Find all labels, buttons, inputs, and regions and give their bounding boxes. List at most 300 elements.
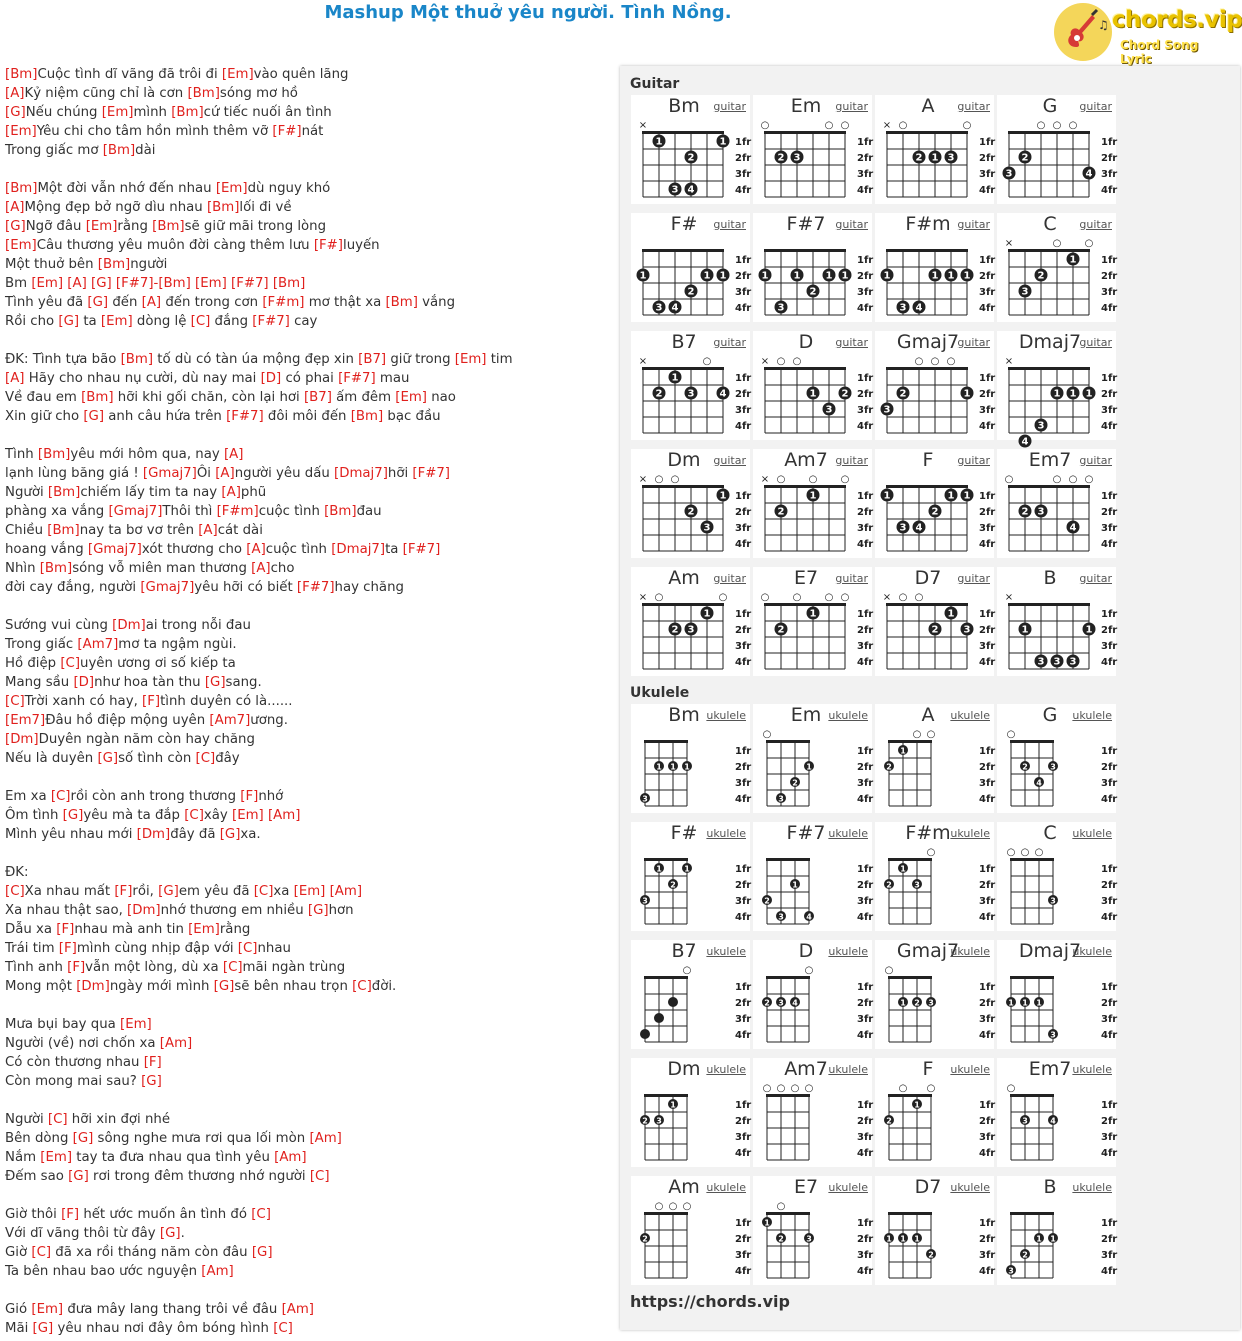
chord-link[interactable]: [F] — [67, 960, 86, 975]
chord-link[interactable]: [F#m] — [262, 295, 305, 310]
chord-link[interactable]: [Bm] — [350, 409, 384, 424]
chord-link[interactable]: [C] — [237, 941, 258, 956]
ukulele-link[interactable]: ukulele — [1072, 827, 1112, 840]
chord-link[interactable]: [B7] — [303, 390, 332, 405]
ukulele-link[interactable]: ukulele — [828, 1181, 868, 1194]
ukulele-link[interactable]: ukulele — [706, 1181, 746, 1194]
lyric-line — [5, 996, 605, 1015]
chord-link[interactable]: [Bm] — [385, 295, 418, 310]
guitar-link[interactable]: guitar — [957, 336, 990, 349]
guitar-link[interactable]: guitar — [713, 572, 746, 585]
ukulele-chord-diagram[interactable] — [753, 704, 872, 813]
chord-link[interactable]: [Em] — [454, 352, 487, 367]
fret-label: 2fr — [1101, 998, 1118, 1009]
lyric-line — [5, 844, 605, 863]
finger-dot — [913, 151, 926, 164]
guitar-chord-diagram[interactable] — [875, 95, 994, 204]
svg-text:1: 1 — [764, 1218, 770, 1228]
lyric-line — [5, 445, 605, 464]
chord-name: Bm — [668, 704, 700, 726]
chord-link[interactable]: [Bm] — [37, 447, 71, 462]
ukulele-chord-diagram[interactable] — [875, 1176, 994, 1285]
chord-link[interactable]: [A] — [141, 295, 162, 310]
chord-link[interactable]: [Bm] — [81, 390, 114, 405]
finger-dot — [804, 911, 814, 922]
muted-string-marker: × — [638, 356, 648, 367]
finger-dot — [1067, 655, 1080, 668]
guitar-link[interactable]: guitar — [957, 454, 990, 467]
chord-link[interactable]: [Gmaj7] — [142, 466, 197, 481]
chord-link[interactable]: [Em] — [395, 390, 427, 405]
lyric-text: Nếu chúng — [25, 105, 102, 120]
ukulele-link[interactable]: ukulele — [950, 945, 990, 958]
finger-dot — [654, 863, 664, 874]
ukulele-link[interactable]: ukulele — [1072, 945, 1112, 958]
ukulele-link[interactable]: ukulele — [950, 709, 990, 722]
fret-label: 2fr — [857, 389, 874, 400]
guitar-chord-diagram[interactable] — [753, 331, 872, 440]
chord-link[interactable]: [F#7] — [296, 580, 335, 595]
chord-link[interactable]: [G] — [251, 1245, 273, 1260]
chord-link[interactable]: [G] — [97, 751, 119, 766]
chord-name: F# — [670, 213, 698, 235]
chord-link[interactable]: [F] — [61, 1207, 80, 1222]
chord-link[interactable]: [Dm] — [136, 827, 171, 842]
chord-link[interactable]: [Gmaj7] — [140, 580, 195, 595]
finger-dot — [898, 1233, 908, 1244]
guitar-link[interactable]: guitar — [835, 454, 868, 467]
finger-dot — [653, 135, 666, 148]
chord-link[interactable]: [G] — [307, 903, 329, 918]
guitar-chord-diagram[interactable] — [753, 95, 872, 204]
fretboard — [997, 587, 1116, 676]
chord-link[interactable]: [C] — [309, 1169, 330, 1184]
chord-link[interactable]: [Em] — [5, 124, 37, 139]
svg-text:3: 3 — [1050, 762, 1056, 772]
chord-link[interactable]: [Am] — [201, 1264, 234, 1279]
ukulele-link[interactable]: ukulele — [1072, 709, 1112, 722]
chord-link[interactable]: [Am] — [274, 1150, 307, 1165]
finger-dot — [668, 1099, 678, 1110]
chord-link[interactable]: [C] — [184, 808, 204, 823]
site-logo[interactable] — [1054, 3, 1242, 66]
finger-dot — [776, 911, 786, 922]
chord-name: F#7 — [786, 213, 826, 235]
chord-link[interactable]: [Em] — [232, 808, 264, 823]
chord-link[interactable]: [Bm] — [272, 276, 306, 291]
chord-link[interactable]: [F#] — [313, 238, 343, 253]
chord-link[interactable]: [Am] — [281, 1302, 314, 1317]
chord-link[interactable]: [Am7] — [77, 637, 119, 652]
chord-link[interactable]: [D] — [73, 675, 95, 690]
chord-link[interactable]: [F] — [56, 922, 75, 937]
finger-dot — [961, 387, 974, 400]
chord-link[interactable]: [Bm] — [97, 257, 131, 272]
ukulele-link[interactable]: ukulele — [1072, 1181, 1112, 1194]
ukulele-link[interactable]: ukulele — [706, 1063, 746, 1076]
guitar-link[interactable]: guitar — [1079, 572, 1112, 585]
chord-link[interactable]: [G] — [58, 314, 80, 329]
guitar-link[interactable]: guitar — [957, 218, 990, 231]
chord-link[interactable]: [F] — [114, 884, 133, 899]
open-string-marker: ○ — [1020, 847, 1030, 858]
chord-link[interactable]: [G] — [204, 675, 226, 690]
chord-link[interactable]: [Em] — [5, 238, 37, 253]
chord-link[interactable]: [A] — [251, 561, 271, 576]
chord-link[interactable]: [G] — [159, 1226, 181, 1241]
lyric-text: anh câu hứa trên — [104, 409, 227, 424]
fret-label: 3fr — [735, 778, 752, 789]
chord-link[interactable]: [F#7] — [231, 276, 269, 291]
chord-link[interactable]: [C] — [222, 960, 243, 975]
fretboard — [875, 842, 994, 931]
guitar-chord-diagram[interactable] — [875, 213, 994, 322]
ukulele-link[interactable]: ukulele — [828, 945, 868, 958]
ukulele-chord-diagram[interactable] — [875, 822, 994, 931]
chord-link[interactable]: [Dmaj7] — [334, 466, 388, 481]
lyric-text: Đâu hồ điệp mộng uyên — [45, 713, 210, 728]
ukulele-link[interactable]: ukulele — [706, 827, 746, 840]
chord-link[interactable]: [C] — [195, 751, 216, 766]
lyric-text: Hãy cho nhau nụ cười, dù nay mai — [24, 371, 261, 386]
guitar-link[interactable]: guitar — [835, 100, 868, 113]
guitar-link[interactable]: guitar — [835, 572, 868, 585]
chord-link[interactable]: [Gmaj7] — [108, 504, 163, 519]
chord-link[interactable]: [Bm] — [324, 504, 357, 519]
chord-link[interactable]: [F] — [58, 941, 77, 956]
chord-link[interactable]: [F#7] — [412, 466, 450, 481]
svg-text:3: 3 — [671, 184, 679, 196]
svg-text:3: 3 — [1050, 896, 1056, 906]
chord-link[interactable]: [Em] — [221, 67, 254, 82]
chord-link[interactable]: [Em] — [40, 1150, 73, 1165]
open-string-marker: ○ — [654, 474, 664, 485]
chord-name: Am7 — [784, 449, 828, 471]
chord-link[interactable]: [C] — [50, 789, 71, 804]
fret-label: 2fr — [857, 625, 874, 636]
chord-link[interactable]: [G] — [158, 884, 179, 899]
chord-link[interactable]: [A] — [5, 200, 25, 215]
guitar-chord-diagram[interactable] — [875, 449, 994, 558]
fret-label: 3fr — [1101, 778, 1118, 789]
chord-link[interactable]: [C] — [190, 314, 211, 329]
chord-link[interactable]: [G] — [62, 808, 84, 823]
lyric-line — [5, 1319, 605, 1338]
chord-link[interactable]: [Bm] — [152, 219, 185, 234]
chord-link[interactable]: [Em] — [85, 219, 118, 234]
chord-link[interactable]: [B7] — [358, 352, 387, 367]
guitar-chord-diagram[interactable] — [997, 213, 1116, 322]
guitar-link[interactable]: guitar — [957, 100, 990, 113]
fret-label: 2fr — [857, 153, 874, 164]
chord-link[interactable]: [D] — [260, 371, 282, 386]
chord-link[interactable]: [Bm] — [39, 561, 73, 576]
lyric-line — [5, 711, 605, 730]
chord-link[interactable]: [Dm] — [112, 618, 146, 633]
guitar-chord-diagram[interactable] — [631, 331, 750, 440]
ukulele-link[interactable]: ukulele — [828, 1063, 868, 1076]
lyric-text: cho — [270, 561, 295, 576]
svg-text:3: 3 — [928, 998, 934, 1008]
guitar-link[interactable]: guitar — [835, 336, 868, 349]
open-string-marker: ○ — [1006, 1083, 1016, 1094]
guitar-chord-diagram[interactable] — [997, 331, 1118, 448]
chord-link[interactable]: [C] — [5, 694, 25, 709]
chord-link[interactable]: [C] — [251, 1207, 271, 1222]
svg-text:3: 3 — [1005, 168, 1013, 180]
chord-link[interactable]: [A] — [223, 447, 244, 462]
fret-label: 4fr — [735, 539, 752, 550]
svg-text:2: 2 — [764, 998, 770, 1008]
chord-link[interactable]: [A] — [67, 276, 87, 291]
finger-dot — [1048, 761, 1058, 772]
ukulele-chord-diagram[interactable] — [631, 704, 750, 813]
svg-text:2: 2 — [764, 896, 770, 906]
svg-text:3: 3 — [1053, 656, 1061, 668]
chord-name: F# — [670, 822, 698, 844]
finger-dot — [1034, 1233, 1044, 1244]
chord-link[interactable]: [Em] — [195, 276, 227, 291]
chord-link[interactable]: [G] — [5, 105, 26, 120]
ukulele-chord-diagram[interactable] — [875, 1058, 994, 1167]
ukulele-chord-diagram[interactable] — [753, 1058, 872, 1167]
ukulele-chord-diagram[interactable] — [997, 1176, 1116, 1285]
svg-text:3: 3 — [963, 624, 971, 636]
chord-link[interactable]: [Bm] — [120, 352, 154, 367]
chord-link[interactable]: [G] — [83, 409, 105, 424]
svg-text:3: 3 — [1037, 420, 1045, 432]
chord-link[interactable]: [C] — [352, 979, 372, 994]
chord-link[interactable]: [Em] — [31, 276, 64, 291]
chord-link[interactable]: [F] — [142, 694, 161, 709]
ukulele-chord-diagram[interactable] — [631, 940, 750, 1049]
chord-link[interactable]: [Bm] — [206, 200, 240, 215]
lyric-text: đời. — [371, 979, 397, 994]
chord-link[interactable]: [A] — [5, 371, 25, 386]
fret-label: 4fr — [735, 794, 752, 805]
fret-label: 4fr — [979, 185, 996, 196]
ukulele-chord-diagram[interactable] — [875, 704, 994, 813]
chord-link[interactable]: [C] — [253, 884, 274, 899]
chord-link[interactable]: [G] — [68, 1169, 89, 1184]
ukulele-chord-diagram[interactable] — [753, 822, 872, 931]
open-string-marker: ○ — [654, 592, 664, 603]
lyric-line — [5, 1167, 605, 1186]
chord-link[interactable]: [Am7] — [209, 713, 251, 728]
chord-name: Dm — [667, 1058, 701, 1080]
chord-link[interactable]: [Bm] — [102, 143, 136, 158]
chord-link[interactable]: [A] — [246, 542, 266, 557]
chord-link[interactable]: [F#7] — [338, 371, 376, 386]
guitar-chord-diagram[interactable] — [753, 567, 872, 676]
guitar-link[interactable]: guitar — [1079, 100, 1112, 113]
ukulele-chord-diagram[interactable] — [753, 1176, 872, 1285]
guitar-link[interactable]: guitar — [713, 218, 746, 231]
guitar-chord-diagram[interactable] — [631, 213, 750, 322]
fret-label: 2fr — [979, 153, 996, 164]
ukulele-link[interactable]: ukulele — [1072, 1063, 1112, 1076]
chord-link[interactable]: [Am] — [267, 808, 301, 823]
fret-label: 2fr — [979, 389, 996, 400]
guitar-link[interactable]: guitar — [713, 100, 746, 113]
ukulele-link[interactable]: ukulele — [950, 827, 990, 840]
svg-text:1: 1 — [809, 388, 817, 400]
chord-link[interactable]: [C] — [31, 1245, 52, 1260]
fret-label: 1fr — [979, 982, 996, 993]
chord-link[interactable]: [Dm] — [5, 732, 39, 747]
lyric-text: rằng — [219, 922, 251, 937]
ukulele-chord-diagram[interactable] — [631, 1058, 750, 1167]
guitar-chord-diagram[interactable] — [875, 567, 994, 676]
chord-link[interactable]: [F#7]-[Bm] — [115, 276, 191, 291]
chord-link[interactable]: [C] — [5, 884, 25, 899]
finger-dot — [1035, 505, 1048, 518]
guitar-chord-diagram[interactable] — [631, 449, 750, 558]
chord-link[interactable]: [Dm] — [127, 903, 161, 918]
fretboard — [875, 351, 994, 440]
finger-dot — [668, 879, 678, 890]
chord-link[interactable]: [C] — [60, 656, 81, 671]
lyric-line — [5, 901, 605, 920]
open-string-marker: ○ — [804, 965, 814, 976]
ukulele-link[interactable]: ukulele — [950, 1063, 990, 1076]
finger-dot — [807, 285, 820, 298]
guitar-chord-diagram[interactable] — [753, 213, 872, 322]
chord-link[interactable]: [F#m] — [216, 504, 259, 519]
lyric-text: mau — [375, 371, 410, 386]
chord-link[interactable]: [Em] — [120, 1017, 152, 1032]
guitar-chord-diagram[interactable] — [997, 449, 1116, 558]
lyric-text: nay ta bơ vơ trên — [79, 523, 199, 538]
chord-link[interactable]: [C] — [47, 1112, 68, 1127]
chord-link[interactable]: [Am] — [309, 1131, 342, 1146]
ukulele-chord-diagram[interactable] — [875, 940, 994, 1049]
svg-text:1: 1 — [963, 490, 971, 502]
guitar-chord-diagram[interactable] — [753, 449, 872, 558]
chord-name: Gmaj7 — [896, 331, 960, 353]
chord-link[interactable]: [A] — [198, 523, 218, 538]
guitar-chord-diagram[interactable] — [875, 331, 994, 440]
chord-link[interactable]: [G] — [5, 219, 26, 234]
finger-dot — [776, 1233, 786, 1244]
chord-link[interactable]: [F#7] — [252, 314, 290, 329]
chord-link[interactable]: [G] — [87, 295, 109, 310]
ukulele-chord-diagram[interactable] — [997, 704, 1116, 813]
fretboard — [631, 1196, 750, 1285]
lyric-text: Người — [5, 485, 48, 500]
chord-link[interactable]: [Em] — [215, 181, 248, 196]
ukulele-chord-diagram[interactable] — [997, 822, 1116, 931]
chord-link[interactable]: [Dmaj7] — [331, 542, 386, 557]
fret-label: 2fr — [979, 507, 996, 518]
ukulele-link[interactable]: ukulele — [950, 1181, 990, 1194]
chord-link[interactable]: [A] — [215, 466, 235, 481]
ukulele-chord-diagram[interactable] — [997, 940, 1116, 1049]
ukulele-link[interactable]: ukulele — [706, 709, 746, 722]
finger-dot — [884, 761, 894, 772]
finger-dot — [961, 489, 974, 502]
ukulele-chord-diagram[interactable] — [631, 1176, 750, 1285]
ukulele-chord-diagram[interactable] — [631, 822, 750, 931]
ukulele-chord-diagram[interactable] — [753, 940, 872, 1049]
chord-link[interactable]: [G] — [219, 827, 241, 842]
chord-link[interactable]: [Am] — [329, 884, 363, 899]
chord-link[interactable]: [Em] — [293, 884, 326, 899]
guitar-chord-diagram[interactable] — [631, 95, 750, 204]
svg-text:1: 1 — [809, 490, 817, 502]
chord-link[interactable]: [G] — [91, 276, 112, 291]
chord-link[interactable]: [F#7] — [402, 542, 441, 557]
chord-link[interactable]: [G] — [72, 1131, 94, 1146]
fret-label: 1fr — [1101, 137, 1118, 148]
lyric-text: Với dĩ vãng thôi từ đây — [5, 1226, 160, 1241]
fret-label: 3fr — [1101, 1250, 1118, 1261]
chord-link[interactable]: [C] — [273, 1321, 293, 1336]
chord-link[interactable]: [Em] — [188, 922, 220, 937]
chord-link[interactable]: [G] — [213, 979, 235, 994]
guitar-chord-diagram[interactable] — [997, 95, 1116, 204]
open-string-marker: ○ — [682, 1201, 692, 1212]
chord-link[interactable]: [Gmaj7] — [87, 542, 142, 557]
guitar-link[interactable]: guitar — [957, 572, 990, 585]
lyric-text: hỡi — [387, 466, 413, 481]
guitar-chord-diagram[interactable] — [631, 567, 750, 676]
svg-text:4: 4 — [687, 184, 695, 196]
ukulele-link[interactable]: ukulele — [706, 945, 746, 958]
guitar-link[interactable]: guitar — [1079, 218, 1112, 231]
guitar-link[interactable]: guitar — [835, 218, 868, 231]
chord-link[interactable]: [A] — [221, 485, 241, 500]
chord-link[interactable]: [F] — [143, 1055, 162, 1070]
ukulele-link[interactable]: ukulele — [828, 827, 868, 840]
lyric-line — [5, 236, 605, 255]
guitar-chord-diagram[interactable] — [997, 567, 1116, 676]
chord-link[interactable]: [Am] — [159, 1036, 193, 1051]
chord-link[interactable]: [Bm] — [5, 67, 38, 82]
fret-label: 3fr — [735, 523, 752, 534]
chord-link[interactable]: [Em] — [31, 1302, 64, 1317]
chord-link[interactable]: [Em7] — [5, 713, 46, 728]
chord-link[interactable]: [F] — [240, 789, 259, 804]
site-url-link[interactable]: https://chords.vip — [630, 1292, 790, 1311]
lyric-text: Trời xanh có hay, — [24, 694, 143, 709]
chord-link[interactable]: [Bm] — [47, 523, 80, 538]
chord-link[interactable]: [Bm] — [187, 86, 220, 101]
fret-label: 3fr — [735, 896, 752, 907]
chord-link[interactable]: [Em] — [101, 105, 134, 120]
chord-link[interactable]: [Dm] — [76, 979, 110, 994]
fret-label: 4fr — [857, 794, 874, 805]
chord-link[interactable]: [G] — [141, 1074, 162, 1089]
ukulele-link[interactable]: ukulele — [828, 709, 868, 722]
chord-link[interactable]: [A] — [5, 86, 25, 101]
fret-label: 3fr — [1101, 1014, 1118, 1025]
fret-label: 2fr — [1101, 507, 1118, 518]
chord-link[interactable]: [Bm] — [171, 105, 204, 120]
finger-dot — [776, 997, 786, 1008]
ukulele-chord-diagram[interactable] — [997, 1058, 1116, 1167]
guitar-link[interactable]: guitar — [713, 336, 746, 349]
guitar-link[interactable]: guitar — [713, 454, 746, 467]
chord-link[interactable]: [F#7] — [226, 409, 264, 424]
chord-link[interactable]: [G] — [32, 1321, 54, 1336]
guitar-link[interactable]: guitar — [1079, 336, 1112, 349]
chord-link[interactable]: [Bm] — [5, 181, 38, 196]
chord-link[interactable]: [Em] — [100, 314, 133, 329]
guitar-link[interactable]: guitar — [1079, 454, 1112, 467]
chord-link[interactable]: [Bm] — [47, 485, 81, 500]
chord-link[interactable]: [F#] — [272, 124, 302, 139]
